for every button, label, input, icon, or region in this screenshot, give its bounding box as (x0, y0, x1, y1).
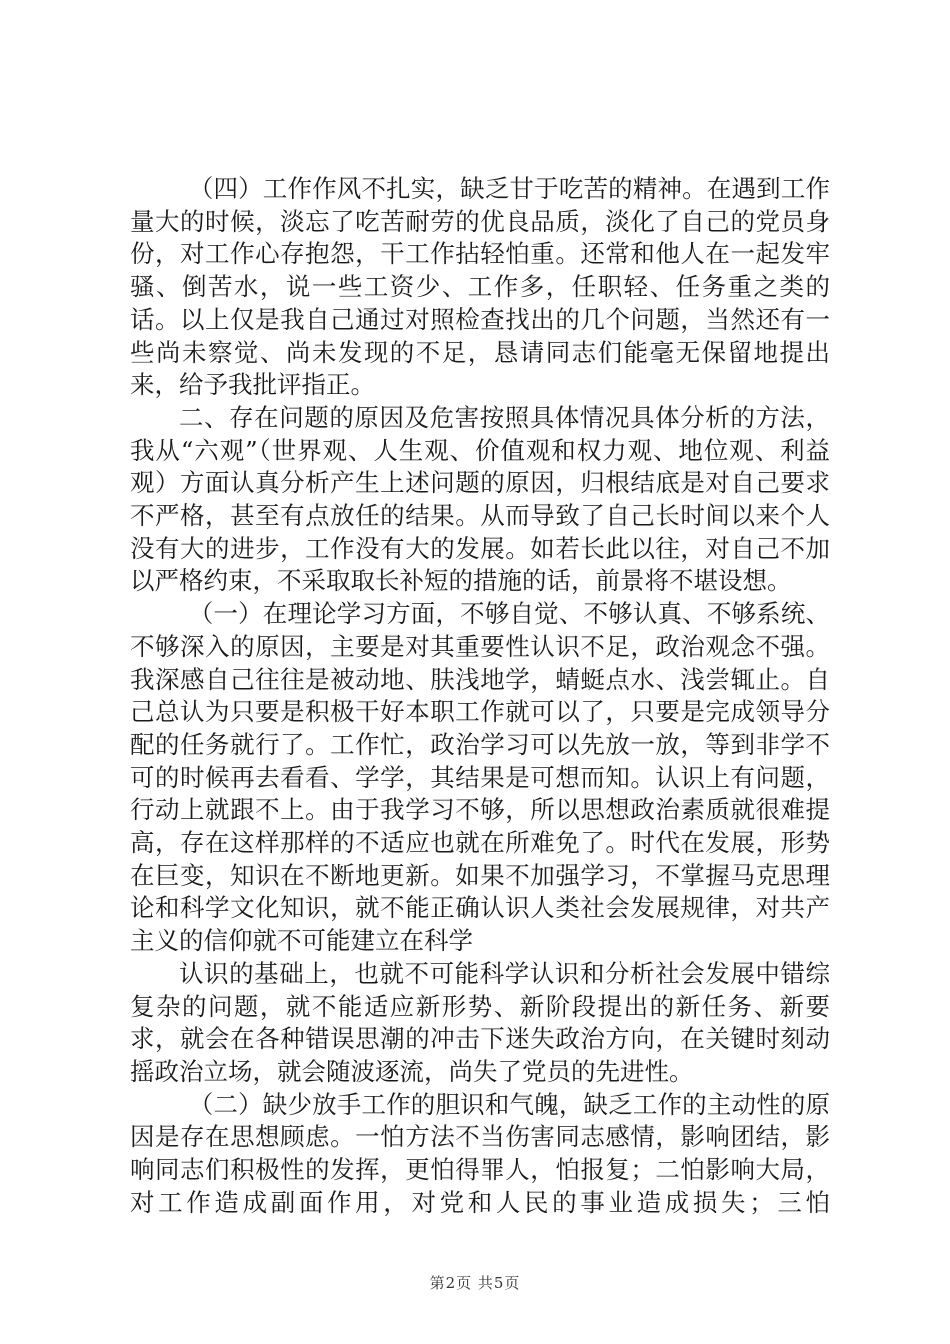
paragraph-scientific-understanding: 认识的基础上，也就不可能科学认识和分析社会发展中错综复杂的问题，就不能适应新形势、新阶段提出的新任务、新要求，就会在各种错误思潮的冲击下迷失政治方向，在关键时刻动摇政治立场，就会随波逐流，尚失了党员的先进性。 (130, 958, 830, 1086)
paragraph-theory-study: （一）在理论学习方面，不够自觉、不够认真、不够系统、不够深入的原因，主要是对其重要性认识不足，政治观念不强。我深感自己往往是被动地、肤浅地学，蜻蜓点水、浅尝辄止。自己总认为只要是积极干好本职工作就可以了，只要是完成领导分配的任务就行了。工作忙，政治学习可以先放一放，等到非学不可的时候再去看看、学学，其结果是可想而知。认识上有问题，行动上就跟不上。由于我学习不够，所以思想政治素质就很难提高，存在这样那样的不适应也就在所难免了。时代在发展，形势在巨变，知识在不断地更新。如果不加强学习，不掌握马克思理论和科学文化知识，就不能正确认识人类社会发展规律，对共产主义的信仰就不可能建立在科学 (130, 599, 830, 956)
document-body (130, 173, 830, 1220)
paragraph-causes-and-harms: 二、存在问题的原因及危害按照具体情况具体分析的方法，我从“六观”（世界观、人生观、价值观和权力观、地位观、利益观）方面认真分析产生上述问题的原因，归根结底是对自己要求不严格，甚至有点放任的结果。从而导致了自己长时间以来个人没有大的进步，工作没有大的发展。如若长此以往，对自己不加以严格约束，不采取取长补短的措施的话，前景将不堪设想。 (130, 402, 830, 596)
paragraph-work-style: （四）工作作风不扎实，缺乏甘于吃苦的精神。在遇到工作量大的时候，淡忘了吃苦耐劳的优良品质，淡化了自己的党员身份，对工作心存抱怨，干工作拈轻怕重。还常和他人在一起发牢骚、倒苦水，说一些工资少、工作多，任职轻、任务重之类的话。以上仅是我自己通过对照检查找出的几个问题，当然还有一些尚未察觉、尚未发现的不足，恳请同志们能毫无保留地提出来，给予我批评指正。 (130, 174, 830, 400)
page-number-footer: 第2页 共5页 (429, 1274, 521, 1292)
paragraph-lack-of-initiative: （二）缺少放手工作的胆识和气魄，缺乏工作的主动性的原因是存在思想顾虑。一怕方法不当伤害同志感情，影响团结，影响同志们积极性的发挥，更怕得罪人，怕报复；二怕影响大局，对工作造成副面作用，对党和人民的事业造成损失；三怕 (130, 1089, 830, 1217)
